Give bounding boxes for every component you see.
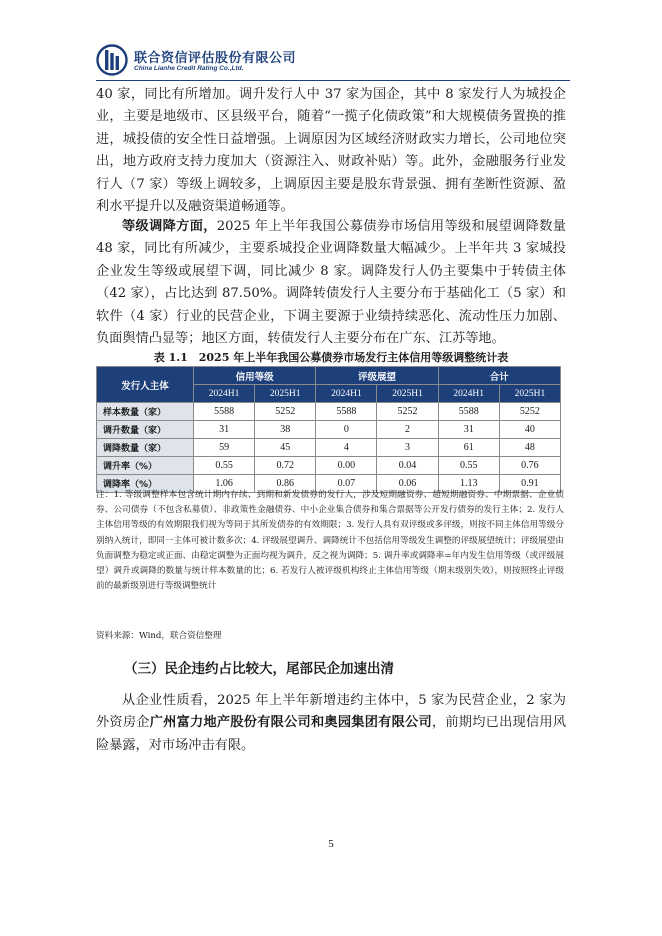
table-cell: 0.00 — [316, 457, 377, 475]
group-header: 信用等级 — [194, 367, 316, 385]
header-rule — [96, 80, 570, 81]
page-number: 5 — [328, 838, 334, 850]
table-row — [97, 421, 561, 439]
table-cell: 3 — [377, 439, 438, 457]
period-header: 2025H1 — [377, 385, 438, 403]
brand-name-en: China Lianhe Credit Rating Co.,Ltd. — [134, 65, 244, 72]
company-names: 广州富力地产股份有限公司和奥园集团有限公司 — [149, 715, 432, 731]
page-header — [96, 44, 576, 78]
paragraph-downgrades — [96, 216, 566, 350]
table-notes: 注：1. 等级调整样本包含统计期内存续、到期和新发债券的发行人，涉及短期融资券、超短期融资券、中期票据、企业债券、公司债券（不包含私募债）、非政策性金融债券、中小企业集合债券和集合票据等公开发行债券的发行主体；2. 发行人主体信用等级的有效期限我们视为等同于其所发债券的有效期限；3. 发行人具有双评级或多评级，则按不同主体信用等级分别纳入统计，即同一主体可被计数多次；4. 评级展望调升、调降统计不包括信用等级发生调整的评级展望统计；评级展望由负面调整为稳定或正面、由稳定调整为正面均视为调升，反之视为调降；5. 调升率或调降率=年内发生信用等级（或评级展望）调升或调降的数量与统计样本数量的比；6. 若发行人被评级机构终止主体信用等级（期末级别失效），则按照终止评级前的最新级别进行等级调整统计 — [96, 490, 564, 592]
table-title: 表 1.1 2025 年上半年我国公募债券市场发行主体信用等级调整统计表 — [153, 351, 509, 364]
table-row — [97, 457, 561, 475]
table-cell: 1.06 — [194, 475, 255, 493]
row-label: 调升率（%） — [97, 457, 194, 475]
paragraph-body: 2025 年上半年我国公募债券市场信用等级和展望调降数量 48 家，同比有所减少，主要系城投企业调降数量大幅减少。上半年共 3 家城投企业发生等级或展望下调，同比减少 8 家。调降发行人仍主要集中于转债主体（42 家），占比达到 87.50%。调降转债发行人主要分布于基础化工（5 家）和软件（4 家）行业的民营企业，下调主要源于业绩持续恶化、流动性压力加剧、负面舆情凸显等；地区方面，转债发行人主要分布在广东、江苏等地。 — [96, 219, 566, 347]
paragraph-text: 从企业性质看，2025 年上半年新增违约主体中，5 家为民营企业，2 家为外资房企 — [96, 693, 566, 731]
table-cell: 5588 — [194, 403, 255, 421]
table-cell: 5588 — [438, 403, 499, 421]
table-cell: 0.76 — [499, 457, 560, 475]
group-header: 合计 — [438, 367, 560, 385]
section-heading: （三）民企违约占比较大，尾部民企加速出清 — [124, 661, 394, 677]
table-row — [97, 403, 561, 421]
table-cell: 45 — [255, 439, 316, 457]
table-cell: 5588 — [316, 403, 377, 421]
table-cell: 31 — [438, 421, 499, 439]
table-cell: 38 — [255, 421, 316, 439]
table-row — [97, 439, 561, 457]
paragraph-text: ，前期均已出现信用风险暴露，对市场冲击有限。 — [96, 715, 567, 753]
table-cell: 5252 — [255, 403, 316, 421]
lianhe-logo-icon — [96, 44, 128, 76]
row-label: 样本数量（家） — [97, 403, 194, 421]
table-cell: 61 — [438, 439, 499, 457]
table-cell: 40 — [499, 421, 560, 439]
row-label: 调升数量（家） — [97, 421, 194, 439]
period-header: 2024H1 — [316, 385, 377, 403]
table-cell: 5252 — [377, 403, 438, 421]
table-cell: 0.91 — [499, 475, 560, 493]
table-cell: 0.86 — [255, 475, 316, 493]
table-cell: 5252 — [499, 403, 560, 421]
table-group-header-row — [97, 367, 561, 385]
table-cell: 4 — [316, 439, 377, 457]
table-cell: 48 — [499, 439, 560, 457]
row-label: 调降数量（家） — [97, 439, 194, 457]
paragraph-lead: 等级调降方面， — [122, 219, 217, 234]
brand-name-cn: 联合资信评估股份有限公司 — [134, 51, 297, 66]
period-header: 2024H1 — [438, 385, 499, 403]
group-header: 评级展望 — [316, 367, 438, 385]
table-cell: 2 — [377, 421, 438, 439]
table-cell: 0.72 — [255, 457, 316, 475]
table-corner-header: 发行人主体 — [97, 367, 194, 403]
table-cell: 0.55 — [194, 457, 255, 475]
table-cell: 0.07 — [316, 475, 377, 493]
table-cell: 1.13 — [438, 475, 499, 493]
table-cell: 0.55 — [438, 457, 499, 475]
table-cell: 31 — [194, 421, 255, 439]
data-source: 资料来源：Wind，联合资信整理 — [96, 631, 222, 641]
paragraph-defaults — [96, 690, 566, 757]
period-header: 2024H1 — [194, 385, 255, 403]
period-header: 2025H1 — [499, 385, 560, 403]
rating-adjustment-table — [96, 366, 561, 493]
table-cell: 0.06 — [377, 475, 438, 493]
period-header: 2025H1 — [255, 385, 316, 403]
table-cell: 0 — [316, 421, 377, 439]
row-label: 调降率（%） — [97, 475, 194, 493]
paragraph-upgrades: 40 家，同比有所增加。调升发行人中 37 家为国企，其中 8 家发行人为城投企业，主要是地级市、区县级平台，随着“一揽子化债政策”和大规模债务置换的推进，城投债的安全性日益增强。上调原因为区域经济财政实力增长，公司地位突出，地方政府支持力度加大（资源注入、财政补贴）等。此外，金融服务行业发行人（7 家）等级上调较多，上调原因主要是股东背景强、拥有垄断性资源、盈利水平提升以及融资渠道畅通等。 — [96, 87, 566, 215]
table-cell: 59 — [194, 439, 255, 457]
table-cell: 0.04 — [377, 457, 438, 475]
